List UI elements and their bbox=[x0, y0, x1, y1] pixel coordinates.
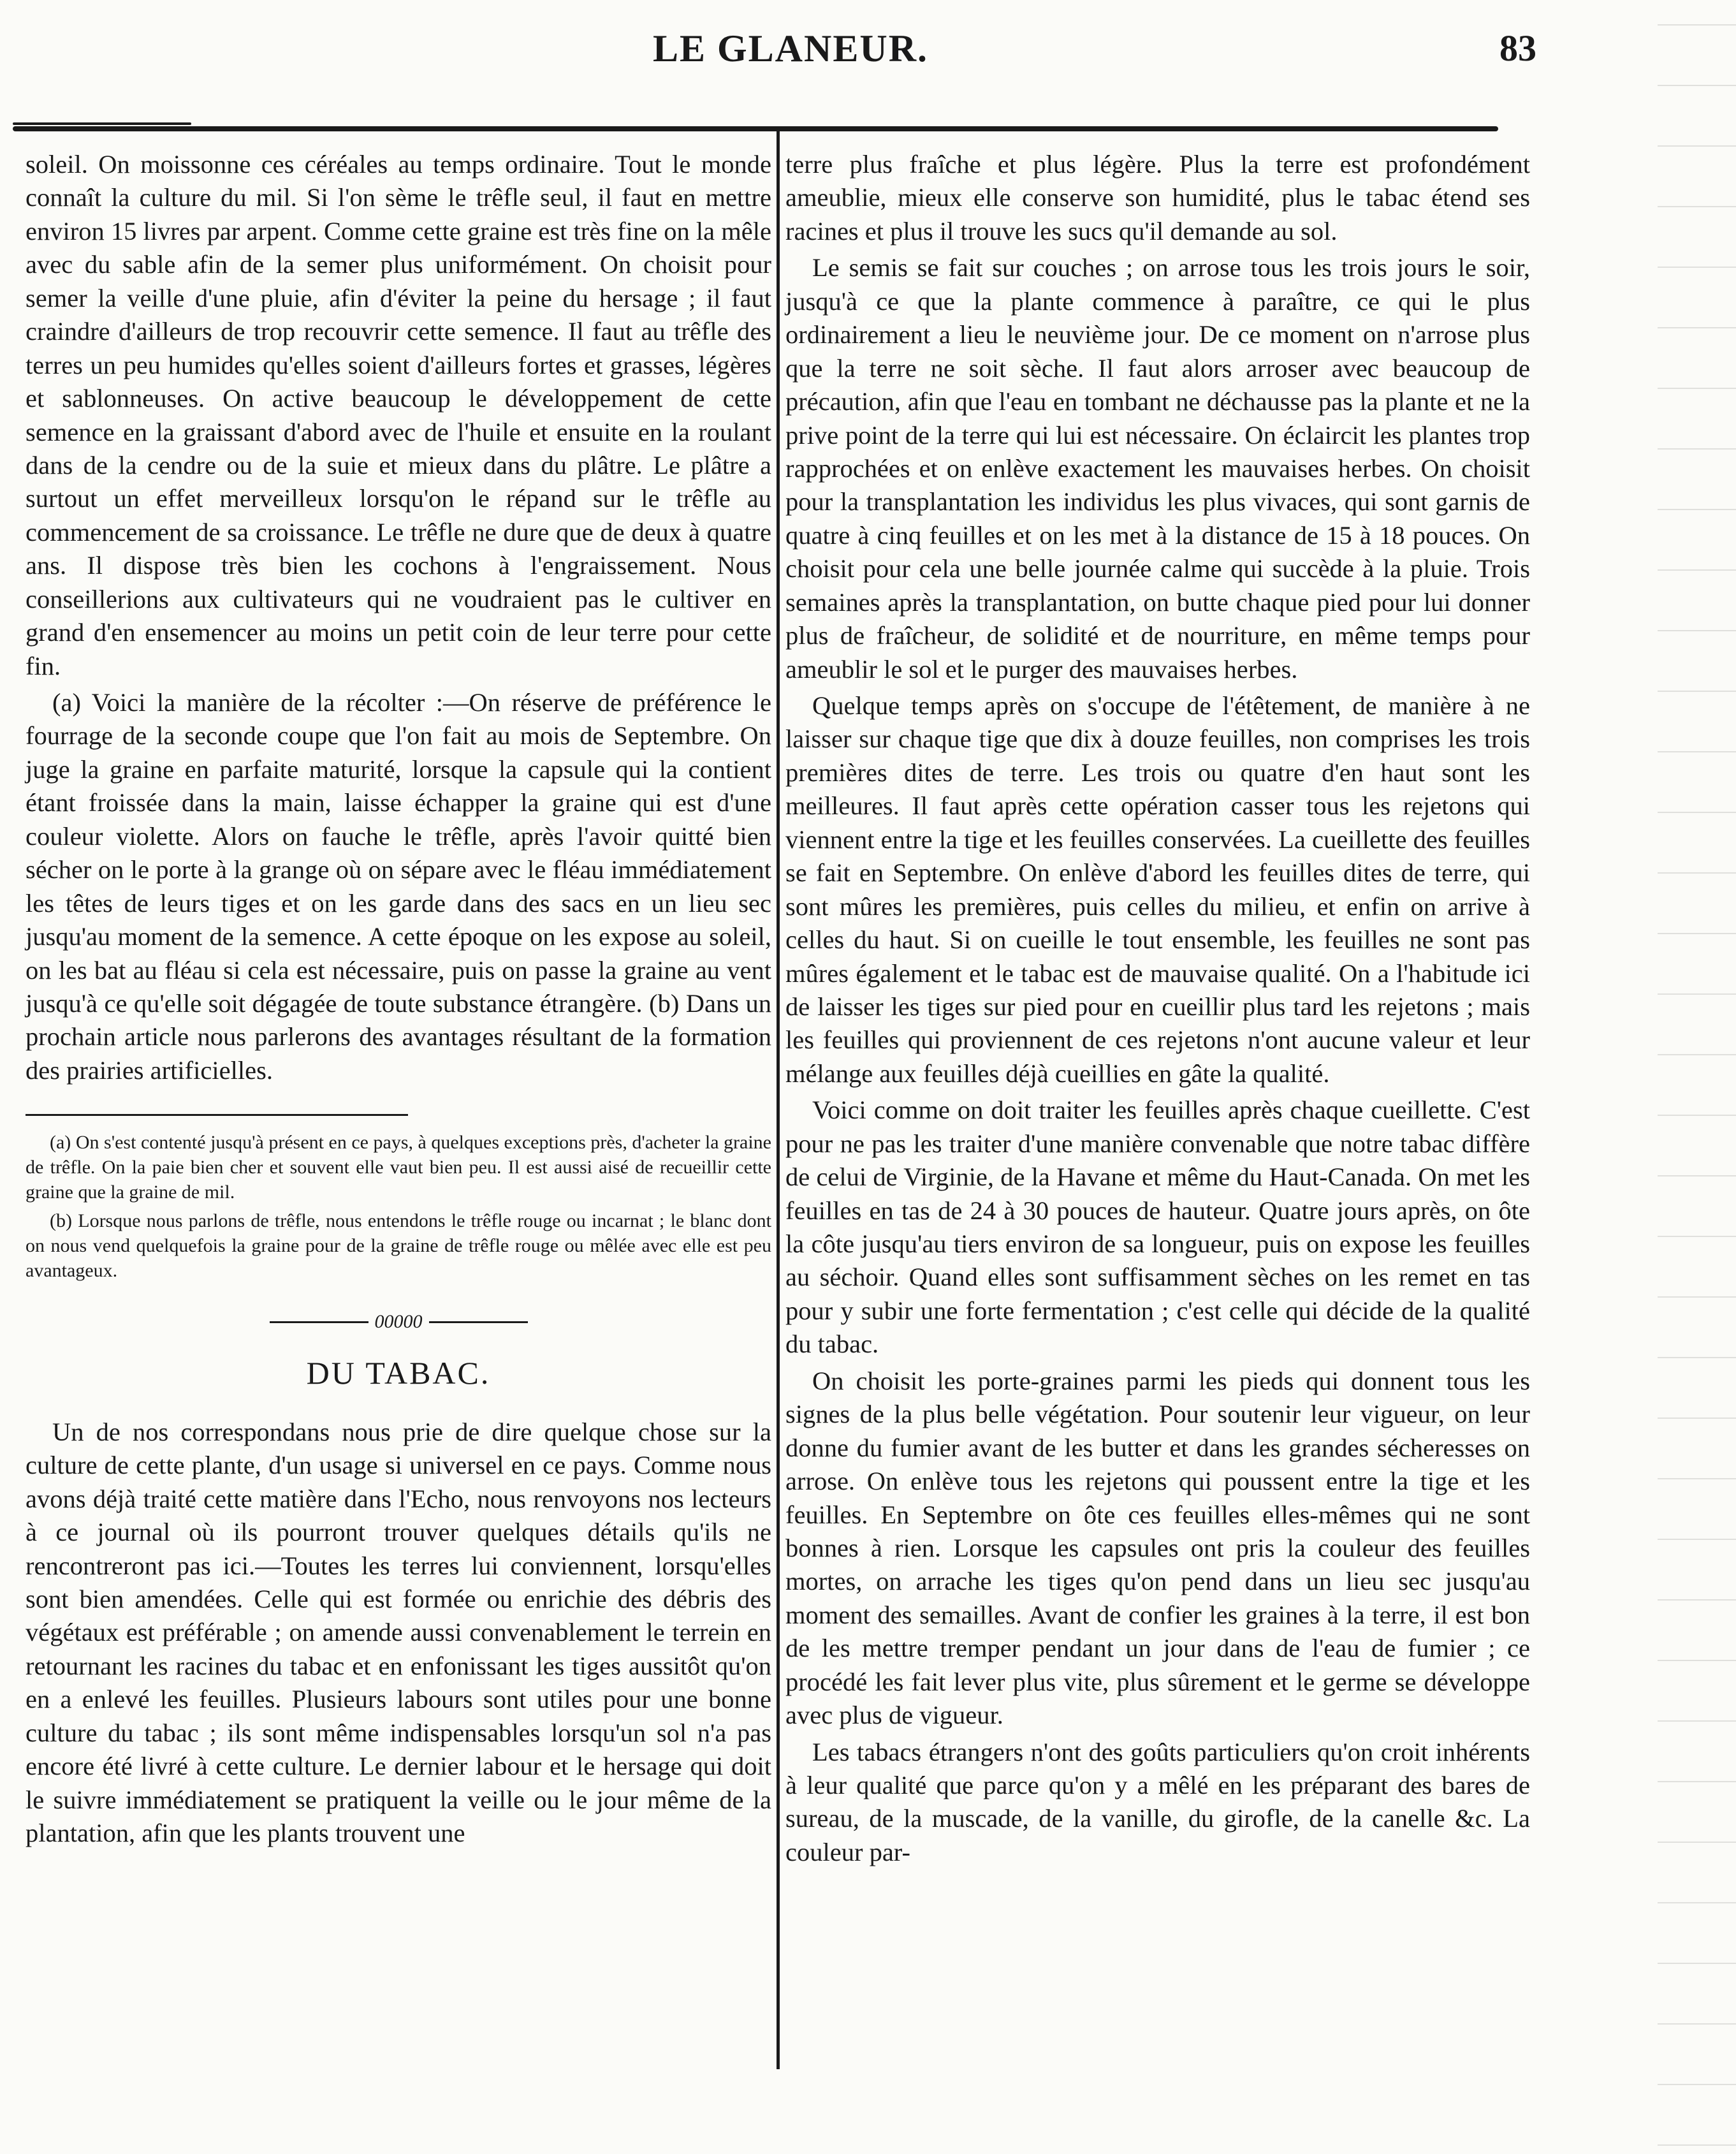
running-title: LE GLANEUR. bbox=[652, 27, 929, 70]
footnotes bbox=[26, 1130, 771, 1283]
paragraph: Le semis se fait sur couches ; on arrose tous les trois jours le soir, jusqu'à ce que la plante commence à paraître, ce qui le plus ordinairement a lieu le neuvième jour. De ce moment on n'arrose plus que la terre ne soit sèche. Il faut alors arroser avec beaucoup de précaution, afin que l'eau en tombant ne déchausse pas la plante et ne la prive point de la terre qui lui est nécessaire. On éclaircit les plantes trop rapprochées et on enlève exactement les mauvaises herbes. On choisit pour la transplantation les individus les plus vivaces, qui sont garnis de quatre à cinq feuilles et on les met à la distance de 15 à 18 pouces. On choisit pour cela une belle journée calme qui succède à la pluie. Trois semaines après la transplantation, on butte chaque pied pour lui donner plus de fraîcheur, de solidité et de nourriture, en même temps pour ameublir le sol et le purger des mauvaises herbes. bbox=[785, 253, 1530, 684]
paragraph: Un de nos correspondans nous prie de dire quelque chose sur la culture de cette plante, d'un usage si universel en ce pays. Comme nous avons déjà traité cette matière dans l'Echo, nous renvoyons nos lecteurs à ce journal où ils pourront trouver quelques détails qu'ils ne rencontreront pas ici.—Toutes les terres lui conviennent, lorsqu'elles sont bien amendées. Celle qui est formée ou enrichie des débris des végétaux est préférable ; on amende aussi convenablement le terrein en retournant les racines du tabac et en enfonissant les tiges aussitôt qu'on en a enlevé les feuilles. Plusieurs labours sont utiles pour une bonne culture du tabac ; ils sont même indispensables lorsqu'un sol n'a pas encore été livré à cette culture. Le dernier labour et le hersage qui doit le suivre immédiatement se pratiquent la veille ou le jour même de la plantation, afin que les plants trouvent une bbox=[26, 1417, 771, 1848]
separator-text: 00000 bbox=[374, 1311, 423, 1333]
paragraph: terre plus fraîche et plus légère. Plus la terre est profondément ameublie, mieux elle conserve son humidité, plus le tabac étend ses racines et plus il trouve les sucs qu'il demande au sol. bbox=[785, 150, 1530, 245]
section-separator bbox=[26, 1310, 771, 1335]
paragraph: Voici comme on doit traiter les feuilles après chaque cueillette. C'est pour ne pas les traiter d'une manière convenable que notre tabac diffère de celui de Virginie, de la Havane et même du Haut-Canada. On met les feuilles en tas de 24 à 30 pouces de hauteur. Quatre jours après, on ôte la côte jusqu'au tiers environ de sa longueur, puis on expose les feuilles au séchoir. Quand elles sont suffisamment sèches on les remet en tas pour y subir une forte fermentation ; c'est celle qui décide de la qualité du tabac. bbox=[785, 1095, 1530, 1359]
separator-line bbox=[429, 1321, 528, 1323]
section-heading: DU TABAC. bbox=[306, 1355, 491, 1391]
paragraph: (a) Voici la manière de la récolter :—On réserve de préférence le fourrage de la seconde coupe que l'on fait au mois de Septembre. On juge la graine en parfaite maturité, lorsque la capsule qui la contient étant froissée dans la main, laisse échapper la graine qui est d'une couleur violette. Alors on fauche le trêfle, après l'avoir quitté bien sécher on le porte à la grange où on sépare avec le fléau immédiatement les têtes de leurs tiges et on les garde dans des sacs en un lieu sec jusqu'au moment de la semence. A cette époque on les expose au soleil, on les bat au fléau si cela est nécessaire, puis on passe la graine au vent jusqu'à ce qu'elle soit dégagée de toute substance étrangère. (b) Dans un prochain article nous parlerons des avantages résultant de la formation des prairies artificielles. bbox=[26, 688, 771, 1085]
column-divider bbox=[777, 131, 780, 2069]
right-column bbox=[785, 148, 1530, 1872]
footnote-rule bbox=[26, 1114, 408, 1116]
paragraph: soleil. On moissonne ces céréales au temps ordinaire. Tout le monde connaît la culture du mil. Si l'on sème le trêfle seul, il faut en mettre environ 15 livres par arpent. Comme cette graine est très fine on la mêle avec du sable afin de la semer plus uniformément. On choisit pour semer la veille d'une pluie, afin d'éviter la peine du hersage ; il faut craindre d'ailleurs de trop recouvrir cette semence. Il faut au trêfle des terres un peu humides qu'elles soient d'ailleurs fortes et grasses, légères et sablonneuses. On active beaucoup le développement de cette semence en la graissant d'abord avec de l'huile et ensuite en la roulant dans de la cendre ou de la suie et mieux dans du plâtre. Le plâtre a surtout un effet merveilleux lorsqu'on le répand sur le trêfle au commencement de sa croissance. Le trêfle ne dure que de deux à quatre ans. Il dispose très bien les cochons à l'engraissement. Nous conseillerions aux cultivateurs qui ne voudraient pas le cultiver en grand d'en ensemencer au moins un petit coin de leur terre pour cette fin. bbox=[26, 150, 771, 680]
separator-line bbox=[270, 1321, 368, 1323]
left-column bbox=[26, 148, 771, 1854]
paragraph: Les tabacs étrangers n'ont des goûts particuliers qu'on croit inhérents à leur qualité que parce qu'on y a mêlé en les préparant des bares de sureau, de la muscade, de la vanille, du girofle, de la canelle &c. La couleur par- bbox=[785, 1737, 1530, 1866]
header-rule bbox=[13, 126, 1498, 131]
paragraph: On choisit les porte-graines parmi les pieds qui donnent tous les signes de la plus belle végétation. Pour soutenir leur vigueur, on leur donne du fumier avant de les butter et dans les grandes sécheresses on arrose. On enlève tous les rejetons qui poussent entre la tige et les feuilles. En Septembre on ôte ces feuilles elles-mêmes qui ne sont bonnes à rien. Lorsque les capsules ont pris la couleur des feuilles mortes, on arrache les tiges qu'on pend dans un lieu sec jusqu'au moment des semailles. Avant de confier les graines à la terre, il est bon de les mettre tremper pendant un jour dans de l'eau de fumier ; ce procédé les fait lever plus vite, plus sûrement et le germe se développe avec plus de vigueur. bbox=[785, 1366, 1530, 1730]
page-number: 83 bbox=[1499, 27, 1536, 69]
footnote: (a) On s'est contenté jusqu'à présent en ce pays, à quelques exceptions près, d'acheter la graine de trêfle. On la paie bien cher et souvent elle vaut bien peu. Il est aussi aisé de recueillir cette graine que la graine de mil. bbox=[26, 1132, 771, 1203]
page-edge-texture bbox=[1658, 0, 1736, 2154]
footnote: (b) Lorsque nous parlons de trêfle, nous entendons le trêfle rouge ou incarnat ; le blanc dont on nous vend quelquefois la graine pour de la graine de trêfle rouge ou mêlée avec elle est peu avantageux. bbox=[26, 1210, 771, 1282]
paragraph: Quelque temps après on s'occupe de l'étêtement, de manière à ne laisser sur chaque tige que dix à douze feuilles, non comprises les trois premières dites de terre. Les trois ou quatre d'en haut sont les meilleures. Il faut après cette opération casser tous les rejetons qui viennent entre la tige et les feuilles conservées. La cueillette des feuilles se fait en Septembre. On enlève d'abord les feuilles dites de terre, qui sont mûres les premières, puis celles du milieu, et enfin on arrive à celles du haut. Si on cueille le tout ensemble, les feuilles ne sont pas mûres également et le tabac est de mauvaise qualité. On a l'habitude ici de laisser les tiges sur pied pour en cueillir plus tard les rejetons ; mais les feuilles qui proviennent de ces rejetons n'ont aucune valeur et leur mélange aux feuilles déjà cueillies en gâte la qualité. bbox=[785, 691, 1530, 1088]
